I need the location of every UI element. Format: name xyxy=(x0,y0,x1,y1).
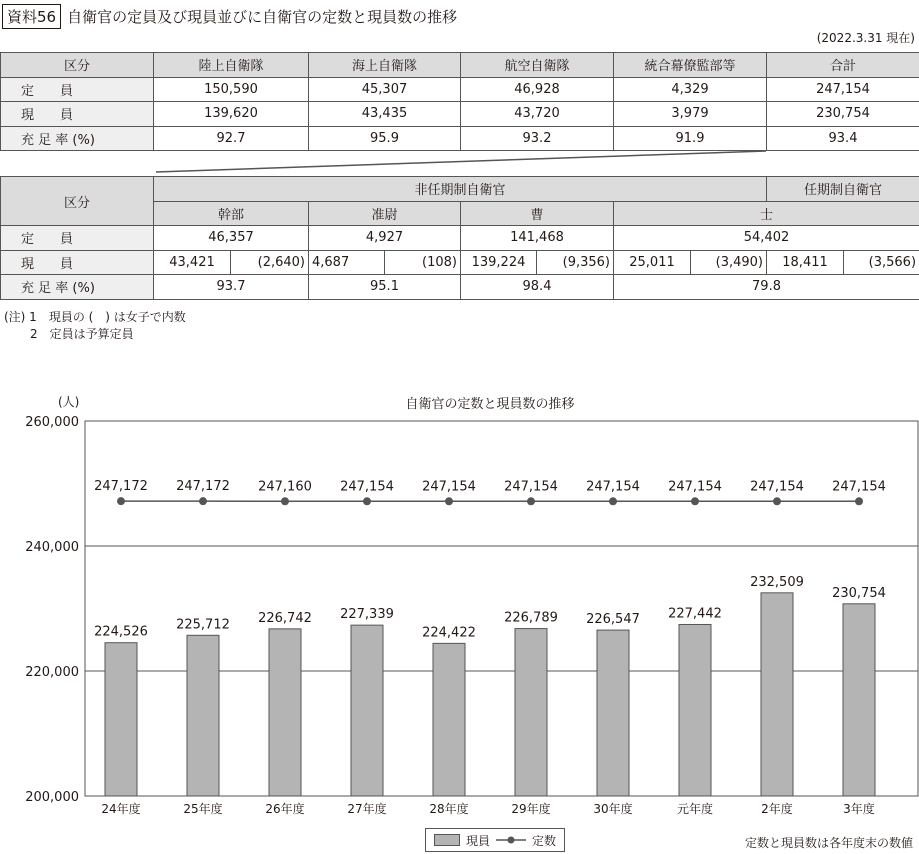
line-value-label: 247,160 xyxy=(258,479,312,495)
cell: 3,979 xyxy=(614,102,767,127)
cell: 141,468 xyxy=(461,226,614,251)
bar-genin xyxy=(679,624,711,796)
line-value-label: 247,154 xyxy=(422,479,476,495)
bar-genin xyxy=(269,629,301,796)
row-label: 現 員 xyxy=(1,102,154,127)
cell: 25,011 xyxy=(614,250,691,275)
line-value-label: 247,172 xyxy=(176,479,230,495)
note-2: 2 定員は予算定員 xyxy=(30,327,134,341)
cell: 46,357 xyxy=(154,226,309,251)
teisu-marker xyxy=(117,497,125,505)
cell: 95.1 xyxy=(309,275,461,300)
teisu-marker xyxy=(199,497,207,505)
bar-genin xyxy=(351,625,383,796)
cell: 4,329 xyxy=(614,77,767,102)
bar-genin xyxy=(433,643,465,796)
teisu-marker xyxy=(527,497,535,505)
x-tick-label: 元年度 xyxy=(676,802,714,816)
line-value-label: 247,154 xyxy=(504,479,558,495)
row-label: 充 足 率 (%) xyxy=(1,126,154,151)
cell: 93.2 xyxy=(461,126,614,151)
line-value-label: 247,154 xyxy=(586,479,640,495)
cell-women: (3,490) xyxy=(691,250,767,275)
cell: 18,411 xyxy=(767,250,844,275)
teisu-marker xyxy=(855,497,863,505)
cell: 54,402 xyxy=(614,226,919,251)
teisu-marker xyxy=(773,497,781,505)
row-label: 定 員 xyxy=(1,226,154,251)
cell: 43,421 xyxy=(154,250,231,275)
corner-cell: 区分 xyxy=(1,177,154,226)
bar-genin xyxy=(105,643,137,796)
cell: 139,620 xyxy=(154,102,309,127)
cell: 92.7 xyxy=(154,126,309,151)
sub-header: 幹部 xyxy=(154,201,309,226)
line-value-label: 247,154 xyxy=(832,479,886,495)
header-cell: 航空自衛隊 xyxy=(461,53,614,78)
legend-line-swatch xyxy=(496,835,526,845)
cell: 98.4 xyxy=(461,275,614,300)
cell: 43,720 xyxy=(461,102,614,127)
cell: 46,928 xyxy=(461,77,614,102)
cell: 91.9 xyxy=(614,126,767,151)
header-cell: 合計 xyxy=(767,53,919,78)
x-tick-label: 26年度 xyxy=(265,802,305,816)
bar-value-label: 226,789 xyxy=(504,610,558,626)
y-tick-label: 200,000 xyxy=(25,790,79,805)
teisu-marker xyxy=(281,497,289,505)
sub-header: 准尉 xyxy=(309,201,461,226)
x-tick-label: 25年度 xyxy=(183,802,223,816)
bar-value-label: 226,547 xyxy=(586,612,640,628)
chart-legend xyxy=(425,828,565,852)
cell: 247,154 xyxy=(767,77,919,102)
bar-value-label: 227,442 xyxy=(668,606,722,622)
bar-value-label: 230,754 xyxy=(832,585,886,601)
bar-value-label: 232,509 xyxy=(750,574,804,590)
bar-genin xyxy=(515,629,547,796)
line-value-label: 247,154 xyxy=(668,479,722,495)
cell: 95.9 xyxy=(309,126,461,151)
bar-value-label: 225,712 xyxy=(176,617,230,633)
x-tick-label: 28年度 xyxy=(429,802,469,816)
line-value-label: 247,172 xyxy=(94,479,148,495)
bar-value-label: 224,526 xyxy=(94,624,148,640)
bar-value-label: 226,742 xyxy=(258,610,312,626)
x-tick-label: 30年度 xyxy=(593,802,633,816)
cell: 230,754 xyxy=(767,102,919,127)
cell-women: (3,566) xyxy=(844,250,919,275)
cell-women: (2,640) xyxy=(231,250,309,275)
cell: 139,224 xyxy=(461,250,537,275)
as-of-date: (2022.3.31 現在) xyxy=(816,31,915,45)
x-tick-label: 2年度 xyxy=(761,802,793,816)
cell: 4,687 xyxy=(309,250,385,275)
y-axis-unit: (人) xyxy=(58,395,80,409)
bar-genin xyxy=(597,630,629,796)
cell: 93.7 xyxy=(154,275,309,300)
y-tick-label: 260,000 xyxy=(25,415,79,430)
legend-label: 現員 xyxy=(466,833,491,848)
legend-label: 定数 xyxy=(532,833,557,848)
cell: 93.4 xyxy=(767,126,919,151)
header-cell: 陸上自衛隊 xyxy=(154,53,309,78)
cell: 45,307 xyxy=(309,77,461,102)
y-tick-label: 220,000 xyxy=(25,665,79,680)
note-1: (注) 1 現員の ( ) は女子で内数 xyxy=(4,310,186,324)
cell: 150,590 xyxy=(154,77,309,102)
cell-women: (9,356) xyxy=(537,250,614,275)
teisu-marker xyxy=(363,497,371,505)
bar-value-label: 227,339 xyxy=(340,607,394,623)
teisu-marker xyxy=(609,497,617,505)
sub-header: 士 xyxy=(614,201,919,226)
header-cell: 統合幕僚監部等 xyxy=(614,53,767,78)
document-badge: 資料56 xyxy=(2,4,61,29)
line-value-label: 247,154 xyxy=(750,479,804,495)
header-cell: 区分 xyxy=(1,53,154,78)
x-tick-label: 27年度 xyxy=(347,802,387,816)
chart-title: 自衛官の定数と現員数の推移 xyxy=(405,397,575,412)
row-label: 定 員 xyxy=(1,77,154,102)
sub-header: 曹 xyxy=(461,201,614,226)
header-cell: 海上自衛隊 xyxy=(309,53,461,78)
line-value-label: 247,154 xyxy=(340,479,394,495)
title-text: 自衛官の定員及び現員並びに自衛官の定数と現員数の推移 xyxy=(67,8,458,26)
group-header: 任期制自衛官 xyxy=(767,177,919,202)
x-tick-label: 29年度 xyxy=(511,802,551,816)
bar-genin xyxy=(761,593,793,796)
row-label: 充 足 率 (%) xyxy=(1,275,154,300)
bar-genin xyxy=(843,604,875,796)
legend-bar-swatch xyxy=(434,834,460,846)
bar-value-label: 224,422 xyxy=(422,625,476,641)
group-header: 非任期制自衛官 xyxy=(154,177,767,202)
row-label: 現 員 xyxy=(1,250,154,275)
cell-women: (108) xyxy=(385,250,461,275)
chart-note: 定数と現員数は各年度末の数値 xyxy=(744,836,913,850)
x-tick-label: 24年度 xyxy=(101,802,141,816)
y-tick-label: 240,000 xyxy=(25,540,79,555)
teisu-marker xyxy=(445,497,453,505)
cell: 4,927 xyxy=(309,226,461,251)
teisu-marker xyxy=(691,497,699,505)
cell: 79.8 xyxy=(614,275,919,300)
x-tick-label: 3年度 xyxy=(843,802,875,816)
cell: 43,435 xyxy=(309,102,461,127)
bar-genin xyxy=(187,635,219,796)
